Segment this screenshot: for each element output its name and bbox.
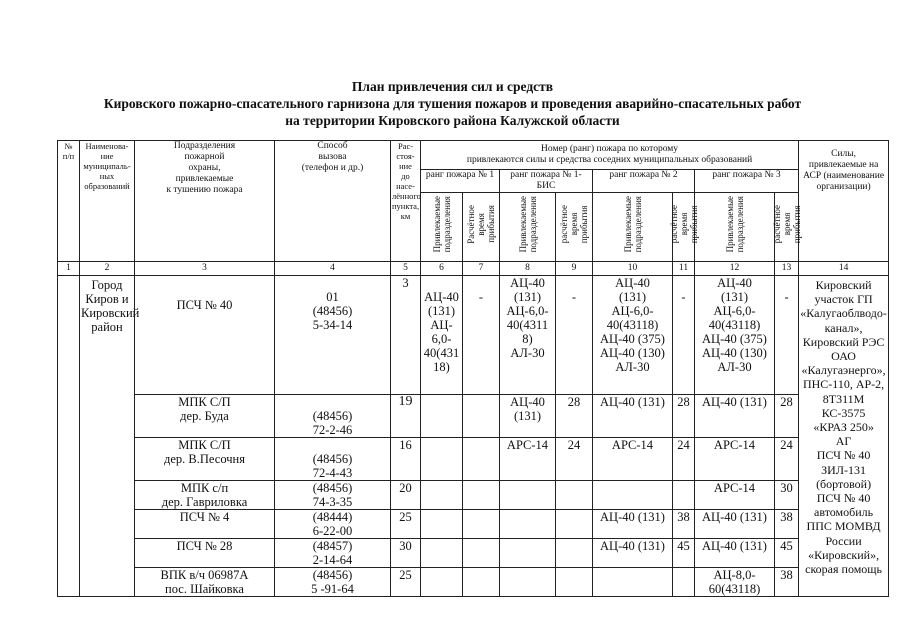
rank3-time-cell: 45 — [775, 539, 799, 568]
table-row — [58, 568, 889, 597]
distance-cell: 25 — [391, 568, 421, 597]
col-number: 14 — [799, 262, 889, 276]
call-cell: (48456) 5 -91-64 — [275, 568, 391, 597]
call-cell: (48457) 2-14-64 — [275, 539, 391, 568]
col-number: 1 — [58, 262, 80, 276]
header-call: Способ вызова (телефон и др.) — [275, 141, 391, 262]
rank2-units-cell: АЦ-40 (131) — [593, 510, 673, 539]
rank1bis-units-cell — [500, 481, 556, 510]
call-cell: 01 (48456) 5-34-14 — [275, 276, 391, 395]
rank1bis-time-cell — [556, 568, 593, 597]
unit-cell: ВПК в/ч 06987А пос. Шайковка — [135, 568, 275, 597]
header-sub-units: Привлекаемые подразделения — [695, 193, 775, 262]
rank1-time-cell — [463, 568, 500, 597]
header-rank3: ранг пожара № 3 — [695, 170, 799, 193]
rank3-time-cell: 38 — [775, 568, 799, 597]
unit-cell: ПСЧ № 4 — [135, 510, 275, 539]
municipality-cell: Город Киров и Кировский район — [80, 276, 135, 597]
rank1bis-time-cell — [556, 510, 593, 539]
header-sub-time: расчётное время прибытия — [775, 193, 799, 262]
rank1-units-cell — [421, 568, 463, 597]
header-sub-units: Привлекаемые подразделения — [500, 193, 556, 262]
rank3-units-cell: АЦ-40 (131) АЦ-6,0- 40(43118) АЦ-40 (375) АЦ-40 (130) АЛ-30 — [695, 276, 775, 395]
header-municipality: Наименова- ние муниципаль- ных образований — [80, 141, 135, 262]
forces-cell: Кировский участок ГП «Калугаоблводо- канал», Кировский РЭС ОАО «Калугаэнерго», ПНС-110, АР-2, 8Т311М КС-3575 «КРАЗ 250» АГ ПСЧ № 40 ЗИЛ-131 (бортовой) ПСЧ № 40 автомобиль ППС МОМВД России «Кировский», скорая помощь — [799, 276, 889, 597]
table-row — [58, 510, 889, 539]
distance-cell: 20 — [391, 481, 421, 510]
rank1-units-cell — [421, 481, 463, 510]
rank1bis-time-cell: 24 — [556, 438, 593, 481]
document-title: План привлечения сил и средств — [351, 79, 554, 94]
col-number: 12 — [695, 262, 775, 276]
header-sub-time: расчётное время прибытия — [673, 193, 695, 262]
rank1-units-cell — [421, 510, 463, 539]
rank1-time-cell: - — [463, 276, 500, 395]
table-row — [58, 276, 889, 395]
unit-cell: МПК с/п дер. Гавриловка — [135, 481, 275, 510]
table-row — [58, 481, 889, 510]
header-distance: Рас- стоя- ние до насе- лённого пункта, км — [391, 141, 421, 262]
unit-cell: МПК С/П дер. Буда — [135, 395, 275, 438]
rank1-time-cell — [463, 395, 500, 438]
rank1-units-cell — [421, 438, 463, 481]
rank3-time-cell: 38 — [775, 510, 799, 539]
header-forces: Силы, привлекаемые на АСР (наименование организации) — [799, 141, 889, 262]
rank2-time-cell — [673, 481, 695, 510]
rank1bis-time-cell — [556, 481, 593, 510]
rank1bis-units-cell: АЦ-40 (131) — [500, 395, 556, 438]
rank3-units-cell: АЦ-8,0- 60(43118) — [695, 568, 775, 597]
rank1bis-units-cell — [500, 568, 556, 597]
header-sub-units: Привлекаемые подразделения — [593, 193, 673, 262]
col-number: 10 — [593, 262, 673, 276]
col-number: 11 — [673, 262, 695, 276]
rank1bis-units-cell — [500, 539, 556, 568]
col-number: 5 — [391, 262, 421, 276]
rank3-time-cell: 24 — [775, 438, 799, 481]
call-cell: (48456) 74-3-35 — [275, 481, 391, 510]
rank2-time-cell: 24 — [673, 438, 695, 481]
distance-cell: 16 — [391, 438, 421, 481]
rank3-units-cell: АЦ-40 (131) — [695, 395, 775, 438]
rank3-units-cell: АРС-14 — [695, 438, 775, 481]
forces-plan-table — [57, 140, 889, 597]
header-sub-units: Привлекаемые подразделения — [421, 193, 463, 262]
rank2-time-cell: - — [673, 276, 695, 395]
rank1-time-cell — [463, 510, 500, 539]
table-row — [58, 395, 889, 438]
rank2-units-cell: АЦ-40 (131) — [593, 539, 673, 568]
distance-cell: 19 — [391, 395, 421, 438]
header-rank1bis: ранг пожара № 1-БИС — [500, 170, 593, 193]
unit-cell: ПСЧ № 28 — [135, 539, 275, 568]
header-sub-time: Расчётное время прибытия — [463, 193, 500, 262]
col-number: 4 — [275, 262, 391, 276]
rank1bis-time-cell: - — [556, 276, 593, 395]
col-number: 9 — [556, 262, 593, 276]
rank3-time-cell: 30 — [775, 481, 799, 510]
rank1-units-cell — [421, 395, 463, 438]
rank2-units-cell — [593, 568, 673, 597]
rank3-units-cell: АЦ-40 (131) — [695, 510, 775, 539]
rank1bis-units-cell — [500, 510, 556, 539]
rank2-units-cell: АЦ-40 (131) АЦ-6,0- 40(43118) АЦ-40 (375) АЦ-40 (130) АЛ-30 — [593, 276, 673, 395]
col-number: 8 — [500, 262, 556, 276]
col-number: 7 — [463, 262, 500, 276]
rank1bis-units-cell: АЦ-40 (131) АЦ-6,0- 40(4311 8) АЛ-30 — [500, 276, 556, 395]
header-units: Подразделения пожарной охраны, привлекаемые к тушению пожара — [135, 141, 275, 262]
rank1-time-cell — [463, 481, 500, 510]
unit-cell: МПК С/П дер. В.Песочня — [135, 438, 275, 481]
rank1-units-cell: АЦ-40 (131) АЦ- 6,0- 40(431 18) — [421, 276, 463, 395]
rank1-time-cell — [463, 539, 500, 568]
header-row — [58, 141, 889, 170]
document-subtitle-region: на территории Кировского района Калужской области — [285, 113, 620, 128]
rank2-units-cell: АРС-14 — [593, 438, 673, 481]
distance-cell: 25 — [391, 510, 421, 539]
rank1bis-time-cell — [556, 539, 593, 568]
header-num: № п/п — [58, 141, 80, 262]
col-number: 3 — [135, 262, 275, 276]
distance-cell: 30 — [391, 539, 421, 568]
call-cell: (48456) 72-4-43 — [275, 438, 391, 481]
rank3-time-cell: 28 — [775, 395, 799, 438]
distance-cell: 3 — [391, 276, 421, 395]
rank3-time-cell: - — [775, 276, 799, 395]
rank2-units-cell — [593, 481, 673, 510]
rank3-units-cell: АРС-14 — [695, 481, 775, 510]
col-number: 2 — [80, 262, 135, 276]
rank2-time-cell — [673, 568, 695, 597]
call-cell: (48456) 72-2-46 — [275, 395, 391, 438]
unit-cell: ПСЧ № 40 — [135, 276, 275, 395]
col-number: 6 — [421, 262, 463, 276]
rank1bis-units-cell: АРС-14 — [500, 438, 556, 481]
rank1-units-cell — [421, 539, 463, 568]
document-subtitle: Кировского пожарно-спасательного гарнизона для тушения пожаров и проведения аварийно-спасательных работ — [103, 96, 802, 111]
rank3-units-cell: АЦ-40 (131) — [695, 539, 775, 568]
rank1bis-time-cell: 28 — [556, 395, 593, 438]
header-rank1: ранг пожара № 1 — [421, 170, 500, 193]
rank1-time-cell — [463, 438, 500, 481]
col-number: 13 — [775, 262, 799, 276]
rank2-time-cell: 38 — [673, 510, 695, 539]
header-rank-group: Номер (ранг) пожара по которому привлекаются силы и средства соседних муниципальных образований — [421, 141, 799, 170]
rank2-time-cell: 28 — [673, 395, 695, 438]
row-num — [58, 276, 80, 597]
table-row — [58, 539, 889, 568]
rank2-time-cell: 45 — [673, 539, 695, 568]
column-number-row — [58, 262, 889, 276]
header-rank2: ранг пожара № 2 — [593, 170, 695, 193]
header-sub-time: расчётное время прибытия — [556, 193, 593, 262]
call-cell: (48444) 6-22-00 — [275, 510, 391, 539]
rank2-units-cell: АЦ-40 (131) — [593, 395, 673, 438]
table-row — [58, 438, 889, 481]
